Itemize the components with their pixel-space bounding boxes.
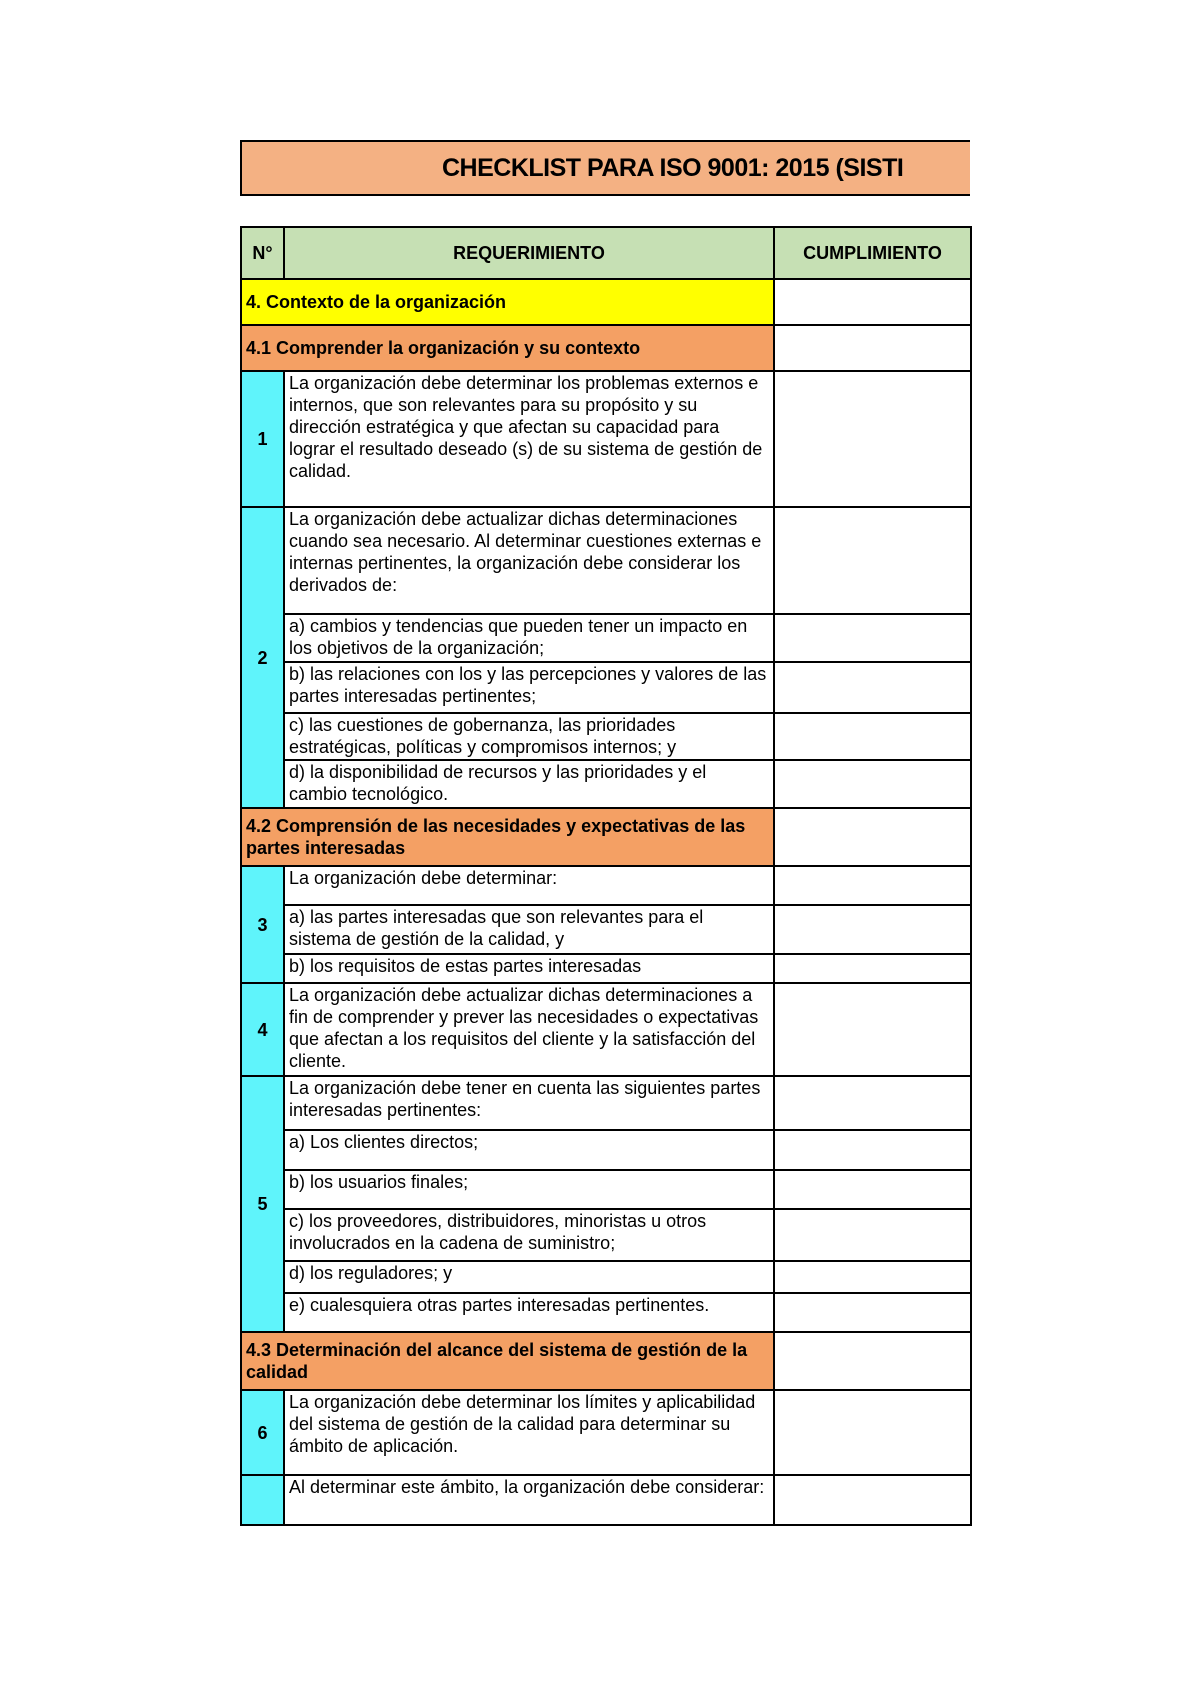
section-row xyxy=(241,1332,971,1390)
compliance-cell[interactable] xyxy=(774,905,971,954)
section-4-2-title: 4.2 Comprensión de las necesidades y expectativas de las partes interesadas xyxy=(241,808,774,866)
section-4-1-title: 4.1 Comprender la organización y su contexto xyxy=(241,325,774,371)
requirement-text: b) las relaciones con los y las percepciones y valores de las partes interesadas pertinentes; xyxy=(284,662,774,713)
compliance-cell[interactable] xyxy=(774,507,971,614)
requirement-text: La organización debe actualizar dichas determinaciones cuando sea necesario. Al determinar cuestiones externas e internas pertinentes, la organización debe considerar los derivados de: xyxy=(284,507,774,614)
table-row xyxy=(241,983,971,1076)
requirement-text: c) las cuestiones de gobernanza, las prioridades estratégicas, políticas y compromisos internos; y xyxy=(284,713,774,760)
table-row xyxy=(241,614,971,662)
requirement-text: b) los usuarios finales; xyxy=(284,1170,774,1209)
requirement-number xyxy=(241,1475,284,1525)
requirement-text: La organización debe actualizar dichas determinaciones a fin de comprender y prever las necesidades o expectativas que afectan a los requisitos del cliente y la satisfacción del cliente. xyxy=(284,983,774,1076)
header-number: N° xyxy=(241,227,284,279)
compliance-cell[interactable] xyxy=(774,614,971,662)
requirement-text: b) los requisitos de estas partes interesadas xyxy=(284,954,774,983)
checklist-title: CHECKLIST PARA ISO 9001: 2015 (SISTI xyxy=(442,154,904,182)
compliance-cell[interactable] xyxy=(774,954,971,983)
compliance-cell[interactable] xyxy=(774,1130,971,1170)
requirement-text: a) Los clientes directos; xyxy=(284,1130,774,1170)
requirement-text: La organización debe determinar los problemas externos e internos, que son relevantes para su propósito y su dirección estratégica y que afectan su capacidad para lograr el resultado deseado (s) de su sistema de gestión de calidad. xyxy=(284,371,774,507)
table-row xyxy=(241,713,971,760)
requirement-text: d) los reguladores; y xyxy=(284,1261,774,1293)
table-row xyxy=(241,954,971,983)
header-requirement: REQUERIMIENTO xyxy=(284,227,774,279)
compliance-cell[interactable] xyxy=(774,1390,971,1475)
section-row xyxy=(241,808,971,866)
compliance-cell[interactable] xyxy=(774,760,971,808)
compliance-cell[interactable] xyxy=(774,713,971,760)
compliance-cell[interactable] xyxy=(774,1332,971,1390)
compliance-cell[interactable] xyxy=(774,662,971,713)
requirement-text: a) cambios y tendencias que pueden tener un impacto en los objetivos de la organización; xyxy=(284,614,774,662)
table-row xyxy=(241,1076,971,1130)
requirement-text: d) la disponibilidad de recursos y las prioridades y el cambio tecnológico. xyxy=(284,760,774,808)
compliance-cell[interactable] xyxy=(774,279,971,325)
compliance-cell[interactable] xyxy=(774,371,971,507)
compliance-cell[interactable] xyxy=(774,1293,971,1332)
header-row xyxy=(241,227,971,279)
requirement-number: 1 xyxy=(241,371,284,507)
table-row xyxy=(241,371,971,507)
requirement-text: La organización debe tener en cuenta las siguientes partes interesadas pertinentes: xyxy=(284,1076,774,1130)
table-row xyxy=(241,1390,971,1475)
section-row xyxy=(241,279,971,325)
compliance-cell[interactable] xyxy=(774,325,971,371)
table-row xyxy=(241,905,971,954)
requirement-number: 3 xyxy=(241,866,284,983)
table-row xyxy=(241,507,971,614)
section-row xyxy=(241,325,971,371)
table-row xyxy=(241,1475,971,1525)
table-row xyxy=(241,1209,971,1261)
compliance-cell[interactable] xyxy=(774,983,971,1076)
requirement-text: e) cualesquiera otras partes interesadas pertinentes. xyxy=(284,1293,774,1332)
compliance-cell[interactable] xyxy=(774,1170,971,1209)
header-compliance: CUMPLIMIENTO xyxy=(774,227,971,279)
requirement-number: 4 xyxy=(241,983,284,1076)
requirement-number: 6 xyxy=(241,1390,284,1475)
requirement-number: 5 xyxy=(241,1076,284,1332)
requirement-text: La organización debe determinar: xyxy=(284,866,774,905)
table-row xyxy=(241,1293,971,1332)
table-row xyxy=(241,760,971,808)
requirement-text: Al determinar este ámbito, la organización debe considerar: xyxy=(284,1475,774,1525)
compliance-cell[interactable] xyxy=(774,1209,971,1261)
requirement-text: a) las partes interesadas que son relevantes para el sistema de gestión de la calidad, y xyxy=(284,905,774,954)
requirement-text: c) los proveedores, distribuidores, minoristas u otros involucrados en la cadena de suministro; xyxy=(284,1209,774,1261)
compliance-cell[interactable] xyxy=(774,1076,971,1130)
table-row xyxy=(241,662,971,713)
compliance-cell[interactable] xyxy=(774,866,971,905)
table-row xyxy=(241,1170,971,1209)
compliance-cell[interactable] xyxy=(774,1261,971,1293)
section-4-3-title: 4.3 Determinación del alcance del sistema de gestión de la calidad xyxy=(241,1332,774,1390)
checklist-title-bar xyxy=(240,140,970,196)
table-row xyxy=(241,1130,971,1170)
requirement-number: 2 xyxy=(241,507,284,808)
checklist-table xyxy=(240,226,972,1526)
table-row xyxy=(241,866,971,905)
section-4-title: 4. Contexto de la organización xyxy=(241,279,774,325)
table-row xyxy=(241,1261,971,1293)
compliance-cell[interactable] xyxy=(774,1475,971,1525)
compliance-cell[interactable] xyxy=(774,808,971,866)
requirement-text: La organización debe determinar los límites y aplicabilidad del sistema de gestión de la calidad para determinar su ámbito de aplicación. xyxy=(284,1390,774,1475)
